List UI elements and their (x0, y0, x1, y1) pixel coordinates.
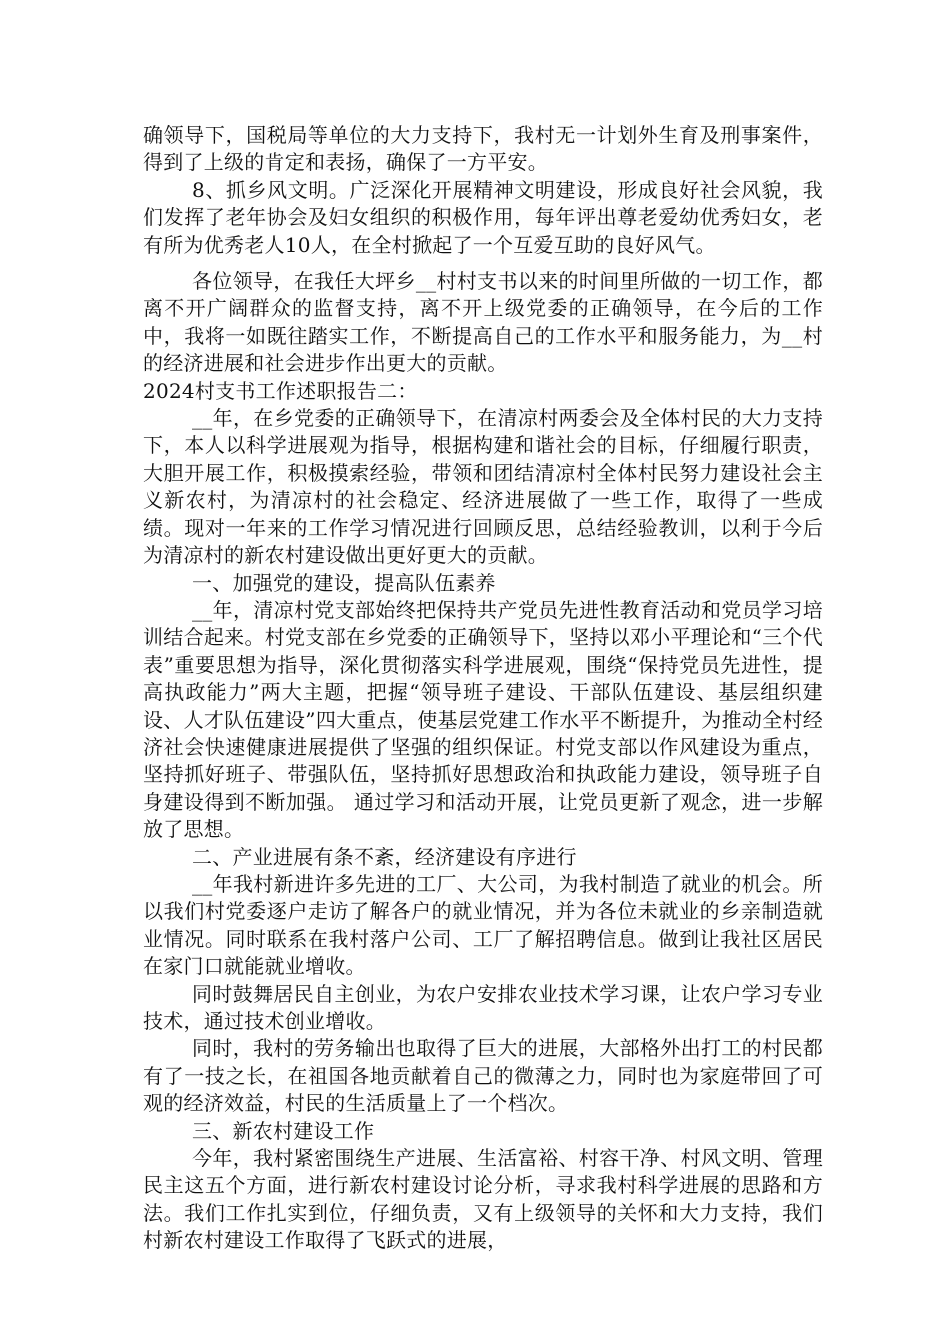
section-heading-1: 一、加强党的建设，提高队伍素养 (192, 570, 496, 595)
section-heading-2: 二、产业进展有条不紊，经济建设有序进行 (192, 844, 577, 869)
paragraph-intro: __年，在乡党委的正确领导下，在清凉村两委会及全体村民的大力支持下，本人以科学进展观为指导，根据构建和谐社会的目标，仔细履行职责，大胆开展工作，积极摸索经验，带领和团结清凉村全体村民努力建设社会主义新农村，为清凉村的社会稳定、经济进展做了一些工作，取得了一些成绩。现对一年来的工作学习情况进行回顾反思，总结经验教训，以利于今后为清凉村的新农村建设做出更好更大的贡献。 (143, 406, 823, 568)
paragraph-party-building: __年，清凉村党支部始终把保持共产党员先进性教育活动和党员学习培训结合起来。村党支部在乡党委的正确领导下，坚持以邓小平理论和“三个代表”重要思想为指导，深化贯彻落实科学进展观，围绕“保持党员先进性，提高执政能力”两大主题，把握“领导班子建设、干部队伍建设、基层组织建设、人才队伍建设”四大重点，使基层党建工作水平不断提升，为推动全村经济社会快速健康进展提供了坚强的组织保证。村党支部以作风建设为重点，坚持抓好班子、带强队伍，坚持抓好思想政治和执政能力建设，领导班子自身建设得到不断加强。 通过学习和活动开展，让党员更新了观念，进一步解放了思想。 (143, 597, 823, 842)
document-body (143, 122, 823, 1255)
paragraph-labor-export: 同时，我村的劳务输出也取得了巨大的进展，大部格外出打工的村民都有了一技之长，在祖国各地贡献着自己的微薄之力，同时也为家庭带回了可观的经济效益，村民的生活质量上了一个档次。 (143, 1036, 823, 1116)
paragraph-continuation: 确领导下，国税局等单位的大力支持下，我村无一计划外生育及刑事案件，得到了上级的肯定和表扬，确保了一方平安。 (143, 123, 823, 175)
paragraph-gap (143, 259, 823, 268)
paragraph-new-countryside: 今年，我村紧密围绕生产进展、生活富裕、村容干净、村风文明、管理民主这五个方面，进行新农村建设讨论分析，寻求我村科学进展的思路和方法。我们工作扎实到位，仔细负责，又有上级领导的关怀和大力支持，我们村新农村建设工作取得了飞跃式的进展， (143, 1146, 823, 1253)
paragraph-entrepreneurship: 同时鼓舞居民自主创业，为农户安排农业技术学习课，让农户学习专业技术，通过技术创业增收。 (143, 981, 823, 1033)
report-title: 2024村支书工作述职报告二： (143, 378, 418, 403)
paragraph-item-8: 8、抓乡风文明。广泛深化开展精神文明建设，形成良好社会风貌，我们发挥了老年协会及妇女组织的积极作用，每年评出尊老爱幼优秀妇女，老有所为优秀老人10人，在全村掀起了一个互爱互助的良好风气。 (143, 177, 823, 257)
paragraph-closing: 各位领导，在我任大坪乡__村村支书以来的时间里所做的一切工作，都离不开广阔群众的监督支持，离不开上级党委的正确领导，在今后的工作中，我将一如既往踏实工作，不断提高自己的工作水平和服务能力，为__村的经济进展和社会进步作出更大的贡献。 (143, 269, 823, 376)
paragraph-employment: __年我村新进许多先进的工厂、大公司，为我村制造了就业的机会。所以我们村党委逐户走访了解各户的就业情况，并为各位未就业的乡亲制造就业情况。同时联系在我村落户公司、工厂了解招聘信息。做到让我社区居民在家门口就能就业增收。 (143, 871, 823, 979)
section-heading-3: 三、新农村建设工作 (192, 1118, 375, 1143)
